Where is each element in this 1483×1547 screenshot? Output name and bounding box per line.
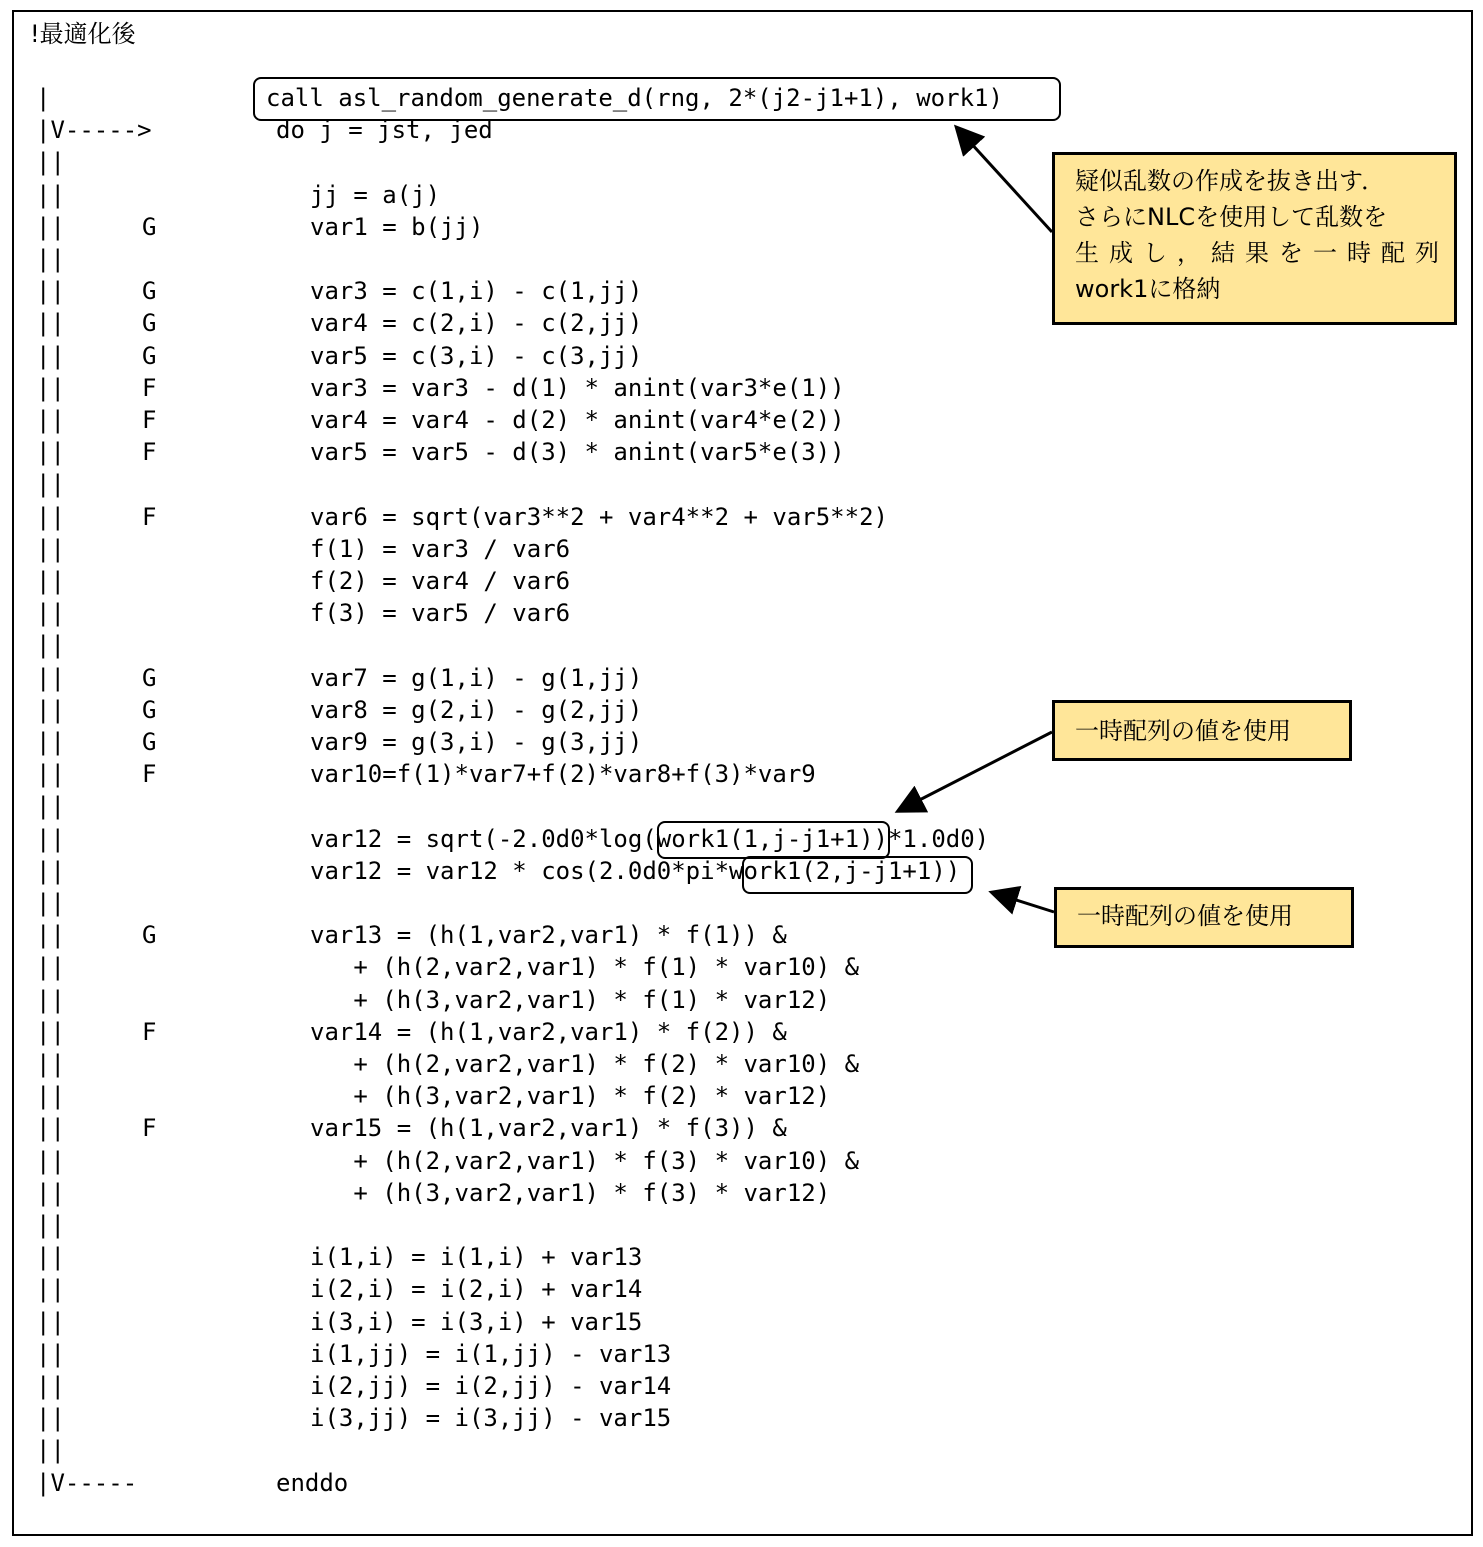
code-statement: var7 = g(1,i) - g(1,jj) bbox=[310, 663, 643, 692]
vector-mark: G bbox=[142, 212, 157, 241]
loop-indicator: || bbox=[36, 1372, 65, 1400]
loop-indicator: || bbox=[36, 373, 65, 402]
loop-indicator: || bbox=[36, 889, 65, 917]
code-statement: var1 = b(jj) bbox=[310, 212, 484, 241]
vector-mark: G bbox=[142, 695, 157, 724]
loop-indicator: || bbox=[36, 1146, 65, 1175]
loop-indicator: |V----- bbox=[36, 1468, 138, 1497]
loop-indicator: || bbox=[36, 1017, 65, 1046]
vector-mark: G bbox=[142, 277, 157, 306]
code-statement: var6 = sqrt(var3**2 + var4**2 + var5**2) bbox=[310, 502, 888, 531]
code-statement: var12 = var12 * cos(2.0d0*pi*work1(2,j-j1+1)) bbox=[310, 856, 961, 885]
loop-indicator: || bbox=[36, 1082, 65, 1111]
loop-indicator: || bbox=[36, 534, 65, 563]
code-statement: var5 = var5 - d(3) * anint(var5*e(3)) bbox=[310, 438, 845, 467]
loop-indicator: || bbox=[36, 341, 65, 370]
code-statement: var9 = g(3,i) - g(3,jj) bbox=[310, 728, 643, 756]
vector-mark: F bbox=[142, 760, 157, 789]
code-statement: call asl_random_generate_d(rng, 2*(j2-j1+1), work1) bbox=[266, 84, 1003, 112]
loop-indicator: || bbox=[36, 277, 65, 306]
code-statement: var12 = sqrt(-2.0d0*log(work1(1,j-j1+1))*1.0d0) bbox=[310, 824, 990, 853]
code-statement: do j = jst, jed bbox=[276, 116, 493, 145]
loop-indicator: || bbox=[36, 695, 65, 724]
code-statement: i(1,i) = i(1,i) + var13 bbox=[310, 1243, 643, 1272]
loop-indicator: || bbox=[36, 856, 65, 885]
loop-indicator: || bbox=[36, 1339, 65, 1368]
loop-indicator: || bbox=[36, 792, 65, 821]
loop-indicator: || bbox=[36, 245, 65, 273]
vector-mark: G bbox=[142, 663, 157, 692]
loop-indicator: || bbox=[36, 663, 65, 692]
loop-indicator: || bbox=[36, 985, 65, 1014]
code-statement: + (h(3,var2,var1) * f(1) * var12) bbox=[310, 985, 831, 1014]
note-random-line-3: 生成し，結果を一時配列 bbox=[1075, 239, 1449, 267]
code-statement: var3 = c(1,i) - c(1,jj) bbox=[310, 277, 643, 306]
vector-mark: G bbox=[142, 341, 157, 370]
loop-indicator: || bbox=[36, 438, 65, 467]
loop-indicator: || bbox=[36, 1050, 65, 1078]
code-statement: var13 = (h(1,var2,var1) * f(1)) & bbox=[310, 921, 787, 950]
loop-indicator: || bbox=[36, 1114, 65, 1143]
loop-indicator: || bbox=[36, 760, 65, 789]
loop-indicator: || bbox=[36, 1307, 65, 1336]
code-statement: + (h(2,var2,var1) * f(3) * var10) & bbox=[310, 1146, 860, 1175]
code-statement: i(3,jj) = i(3,jj) - var15 bbox=[310, 1404, 672, 1433]
code-statement: jj = a(j) bbox=[310, 180, 441, 209]
code-statement: + (h(2,var2,var1) * f(2) * var10) & bbox=[310, 1050, 860, 1078]
note-random-line-1: 疑似乱数の作成を抜き出す． bbox=[1075, 167, 1386, 195]
figure-title: !最適化後 bbox=[30, 20, 136, 48]
code-statement: f(2) = var4 / var6 bbox=[310, 567, 571, 595]
loop-indicator: || bbox=[36, 148, 65, 177]
code-statement: i(3,i) = i(3,i) + var15 bbox=[310, 1307, 643, 1336]
loop-indicator: || bbox=[36, 921, 65, 950]
loop-indicator: || bbox=[36, 309, 65, 338]
code-statement: i(2,i) = i(2,i) + var14 bbox=[310, 1275, 643, 1304]
loop-indicator: || bbox=[36, 728, 65, 756]
code-statement: var3 = var3 - d(1) * anint(var3*e(1)) bbox=[310, 373, 845, 402]
vector-mark: G bbox=[142, 309, 157, 338]
vector-mark: G bbox=[142, 728, 157, 756]
loop-indicator: || bbox=[36, 470, 65, 499]
note-random-line-4: work1に格納 bbox=[1075, 275, 1221, 303]
loop-indicator: || bbox=[36, 1275, 65, 1304]
loop-indicator: || bbox=[36, 599, 65, 628]
code-statement: enddo bbox=[276, 1468, 349, 1497]
loop-indicator: || bbox=[36, 180, 65, 209]
code-statement: var5 = c(3,i) - c(3,jj) bbox=[310, 341, 643, 370]
note-random-line-2: さらにNLCを使用して乱数を bbox=[1075, 203, 1388, 231]
code-statement: var4 = var4 - d(2) * anint(var4*e(2)) bbox=[310, 406, 845, 434]
code-statement: f(3) = var5 / var6 bbox=[310, 599, 571, 628]
note-temp-array-2-text: 一時配列の値を使用 bbox=[1077, 902, 1293, 930]
loop-indicator: || bbox=[36, 1404, 65, 1433]
code-statement: var4 = c(2,i) - c(2,jj) bbox=[310, 309, 643, 338]
loop-indicator: || bbox=[36, 1436, 65, 1465]
code-statement: i(2,jj) = i(2,jj) - var14 bbox=[310, 1372, 672, 1400]
loop-indicator: || bbox=[36, 1211, 65, 1239]
loop-indicator: || bbox=[36, 1243, 65, 1272]
code-statement: + (h(3,var2,var1) * f(2) * var12) bbox=[310, 1082, 831, 1111]
code-statement: var14 = (h(1,var2,var1) * f(2)) & bbox=[310, 1017, 787, 1046]
vector-mark: F bbox=[142, 373, 157, 402]
loop-indicator: || bbox=[36, 567, 65, 595]
code-statement: var8 = g(2,i) - g(2,jj) bbox=[310, 695, 643, 724]
vector-mark: F bbox=[142, 406, 157, 434]
arrow-to-work1-ref-2 bbox=[994, 893, 1054, 912]
vector-mark: F bbox=[142, 1017, 157, 1046]
loop-indicator: || bbox=[36, 406, 65, 434]
loop-indicator: || bbox=[36, 824, 65, 853]
loop-indicator: || bbox=[36, 1178, 65, 1207]
arrow-to-work1-ref-1 bbox=[900, 732, 1052, 810]
code-statement: f(1) = var3 / var6 bbox=[310, 534, 571, 563]
code-statement: var15 = (h(1,var2,var1) * f(3)) & bbox=[310, 1114, 787, 1143]
code-statement: + (h(2,var2,var1) * f(1) * var10) & bbox=[310, 953, 860, 982]
code-statement: i(1,jj) = i(1,jj) - var13 bbox=[310, 1339, 672, 1368]
vector-mark: F bbox=[142, 438, 157, 467]
loop-indicator: | bbox=[36, 84, 51, 112]
loop-indicator: || bbox=[36, 631, 65, 660]
vector-mark: G bbox=[142, 921, 157, 950]
code-statement: var10=f(1)*var7+f(2)*var8+f(3)*var9 bbox=[310, 760, 816, 789]
loop-indicator: |V-----> bbox=[36, 116, 152, 145]
note-temp-array-1-text: 一時配列の値を使用 bbox=[1075, 717, 1291, 745]
loop-indicator: || bbox=[36, 953, 65, 982]
vector-mark: F bbox=[142, 1114, 157, 1143]
loop-indicator: || bbox=[36, 212, 65, 241]
code-statement: + (h(3,var2,var1) * f(3) * var12) bbox=[310, 1178, 831, 1207]
vector-mark: F bbox=[142, 502, 157, 531]
arrow-to-call bbox=[958, 129, 1052, 232]
loop-indicator: || bbox=[36, 502, 65, 531]
